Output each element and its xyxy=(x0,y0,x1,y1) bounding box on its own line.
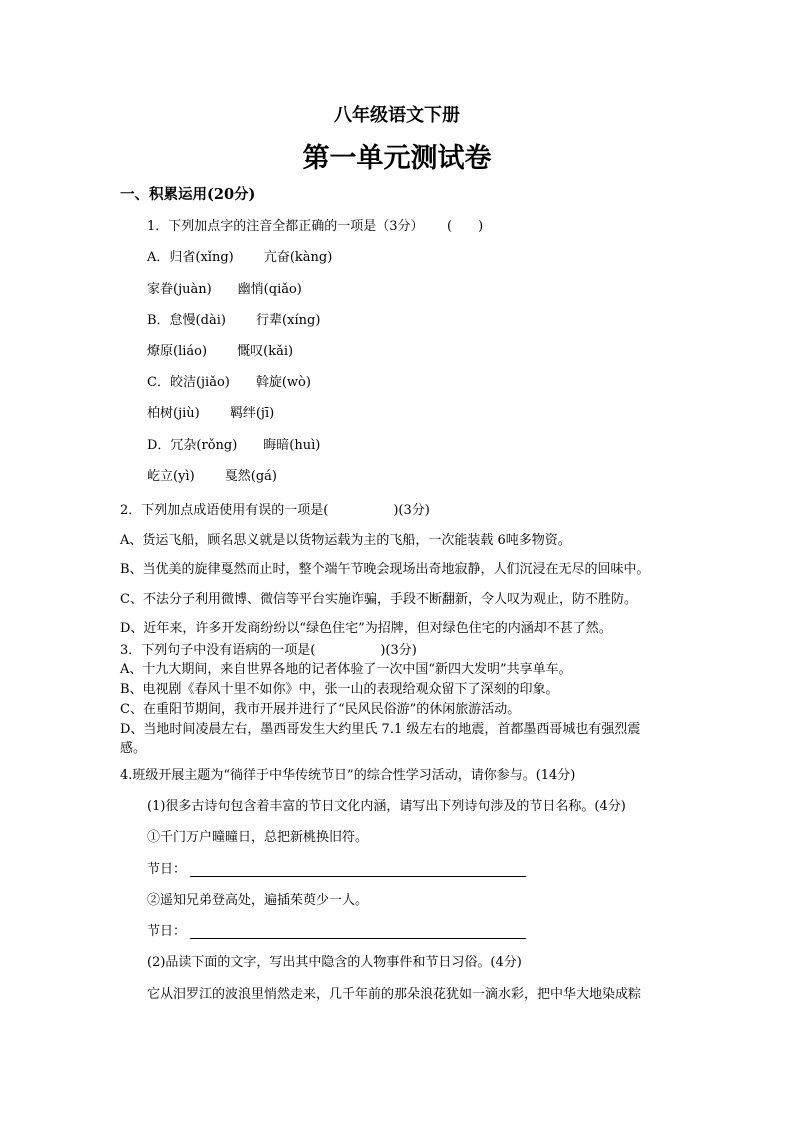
exam-title: 第一单元测试卷 xyxy=(302,143,492,174)
answer-blank-1[interactable] xyxy=(190,876,526,877)
q3-option-d-cont: 感。 xyxy=(120,741,147,756)
q1-option-b1: B．怠慢(dài) 行辈(xíng) xyxy=(147,313,321,328)
q3-stem: 3．下列句子中没有语病的一项是( )(3分) xyxy=(120,643,417,658)
q2-option-a: A、货运飞船，顾名思义就是以货物运载为主的飞船，一次能装载 6吨多物资。 xyxy=(120,533,571,548)
q3-option-c: C、在重阳节期间，我市开展并进行了“民风民俗游”的休闲旅游活动。 xyxy=(120,702,521,717)
q4-passage: 它从汨罗江的波浪里悄然走来，几千年前的那朵浪花犹如一滴水彩，把中华大地染成粽 xyxy=(147,987,642,1002)
q1-stem: 1．下列加点字的注音全都正确的一项是（3分） xyxy=(147,219,424,234)
q1-option-b2: 燎原(liáo) 慨叹(kǎi) xyxy=(147,344,294,359)
q4-label1: 节日： xyxy=(147,862,187,877)
q4-poem1: ①千门万户曈曈日，总把新桃换旧符。 xyxy=(147,830,369,845)
q1-option-a2: 家眷(juàn) 幽悄(qiǎo) xyxy=(147,282,302,297)
answer-blank-2[interactable] xyxy=(190,938,526,939)
section-heading: 一、积累运用(20分) xyxy=(120,186,256,203)
q1-option-c1: C．皎洁(jiǎo) 斡旋(wò) xyxy=(147,375,311,390)
q4-label2: 节日： xyxy=(147,924,187,939)
q3-option-a: A、十九大期间，来自世界各地的记者体验了一次中国“新四大发明”共享单车。 xyxy=(120,662,572,677)
q1-option-a1: A．归省(xǐng) 亢奋(kàng) xyxy=(147,250,333,265)
q4-stem: 4.班级开展主题为“徜徉于中华传统节日”的综合性学习活动，请你参与。(14分) xyxy=(120,768,576,783)
q1-option-c2: 柏树(jiù) 羁绊(jī) xyxy=(147,406,275,421)
q3-option-b: B、电视剧《春风十里不如你》中，张一山的表现给观众留下了深刻的印象。 xyxy=(120,682,559,697)
q4-poem2: ②遥知兄弟登高处，遍插茱萸少一人。 xyxy=(147,893,369,908)
q2-option-b: B、当优美的旋律戛然而止时，整个端午节晚会现场出奇地寂静，人们沉浸在无尽的回味中。 xyxy=(120,562,650,577)
q4-sub1: (1)很多古诗句包含着丰富的节日文化内涵，请写出下列诗句涉及的节日名称。(4分) xyxy=(147,799,626,814)
q3-option-d: D、当地时间凌晨左右，墨西哥发生大约里氏 7.1 级左右的地震，首都墨西哥城也有强烈震 xyxy=(120,722,641,737)
q2-stem: 2．下列加点成语使用有误的一项是( )(3分) xyxy=(120,503,430,518)
q2-option-c: C、不法分子利用微博、微信等平台实施诈骗，手段不断翻新，令人叹为观止，防不胜防。 xyxy=(120,592,637,607)
q1-answer-paren: ( ) xyxy=(447,219,484,234)
q2-option-d: D、近年来，许多开发商纷纷以“绿色住宅”为招牌，但对绿色住宅的内涵却不甚了然。 xyxy=(120,621,612,636)
q1-option-d2: 屹立(yì) 戛然(gá) xyxy=(147,469,277,484)
q4-sub2: (2)品读下面的文字，写出其中隐含的人物事件和节日习俗。(4分) xyxy=(147,955,522,970)
exam-subtitle: 八年级语文下册 xyxy=(334,105,460,126)
q1-option-d1: D．冗杂(rǒng) 晦暗(huì) xyxy=(147,438,321,453)
